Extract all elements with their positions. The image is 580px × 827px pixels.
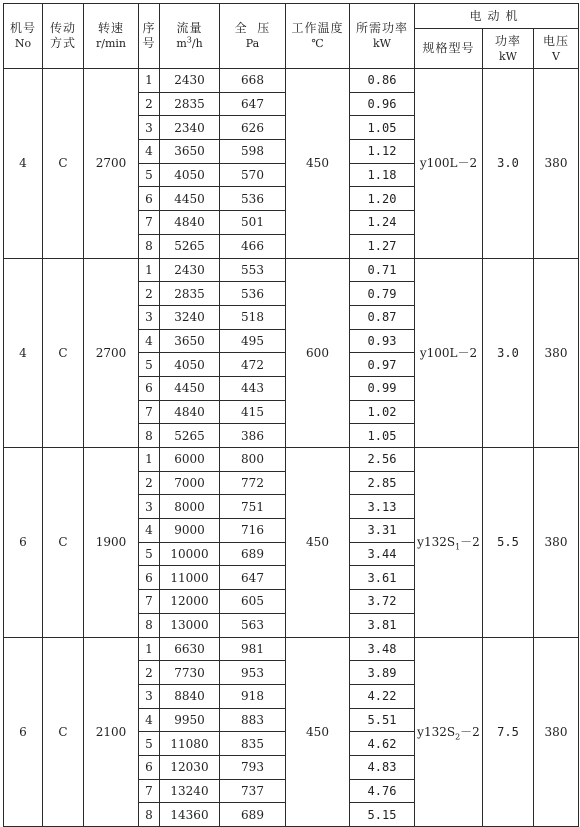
header-temp xyxy=(286,4,350,69)
power-cell: 1.24 xyxy=(350,211,415,235)
power-cell: 1.20 xyxy=(350,187,415,211)
temp-cell: 600 xyxy=(286,258,350,448)
power-cell: 3.31 xyxy=(350,519,415,543)
power-cell: 4.22 xyxy=(350,684,415,708)
flow-cell: 7730 xyxy=(160,661,220,685)
motor-power-cell: 3.0 xyxy=(483,258,534,448)
fan-performance-table xyxy=(3,3,579,827)
pressure-cell: 716 xyxy=(220,519,286,543)
flow-cell: 3240 xyxy=(160,305,220,329)
temp-cell: 450 xyxy=(286,637,350,827)
flow-cell: 4450 xyxy=(160,376,220,400)
seq-cell: 6 xyxy=(139,755,160,779)
seq-cell: 6 xyxy=(139,566,160,590)
flow-cell: 2430 xyxy=(160,258,220,282)
spec-table-container xyxy=(3,3,579,827)
table-row xyxy=(4,448,579,472)
seq-cell: 3 xyxy=(139,495,160,519)
power-cell: 0.97 xyxy=(350,353,415,377)
power-cell: 1.02 xyxy=(350,400,415,424)
flow-cell: 10000 xyxy=(160,542,220,566)
header-pressure xyxy=(220,4,286,69)
power-cell: 3.44 xyxy=(350,542,415,566)
pressure-cell: 415 xyxy=(220,400,286,424)
seq-cell: 3 xyxy=(139,116,160,140)
pressure-cell: 553 xyxy=(220,258,286,282)
flow-cell: 13240 xyxy=(160,779,220,803)
machine-no-cell: 4 xyxy=(4,69,43,259)
pressure-cell: 605 xyxy=(220,590,286,614)
motor-model-cell xyxy=(415,448,483,638)
machine-group xyxy=(4,448,579,638)
motor-power-cell: 3.0 xyxy=(483,69,534,259)
power-cell: 3.81 xyxy=(350,613,415,637)
pressure-cell: 518 xyxy=(220,305,286,329)
table-row xyxy=(4,258,579,282)
flow-cell: 11000 xyxy=(160,566,220,590)
voltage-cell: 380 xyxy=(534,69,579,259)
power-cell: 0.71 xyxy=(350,258,415,282)
seq-cell: 5 xyxy=(139,353,160,377)
pressure-cell: 800 xyxy=(220,448,286,472)
seq-cell: 2 xyxy=(139,661,160,685)
header-pressure-label: 全 压 xyxy=(234,21,271,35)
pressure-cell: 563 xyxy=(220,613,286,637)
flow-cell: 9000 xyxy=(160,519,220,543)
seq-cell: 3 xyxy=(139,684,160,708)
flow-cell: 6630 xyxy=(160,637,220,661)
header-speed-unit: r/min xyxy=(96,37,126,50)
flow-cell: 5265 xyxy=(160,234,220,258)
flow-cell: 2430 xyxy=(160,69,220,93)
pressure-cell: 689 xyxy=(220,803,286,827)
seq-cell: 1 xyxy=(139,69,160,93)
header-seq-label: 序 xyxy=(142,21,156,35)
machine-group xyxy=(4,637,579,827)
flow-cell: 13000 xyxy=(160,613,220,637)
seq-cell: 1 xyxy=(139,258,160,282)
header-power xyxy=(350,4,415,69)
pressure-cell: 835 xyxy=(220,732,286,756)
pressure-cell: 668 xyxy=(220,69,286,93)
header-motor-power xyxy=(483,29,534,69)
power-cell: 0.79 xyxy=(350,282,415,306)
motor-power-cell: 5.5 xyxy=(483,448,534,638)
pressure-cell: 466 xyxy=(220,234,286,258)
header-model-label: 规格型号 xyxy=(422,41,475,55)
machine-no-cell: 6 xyxy=(4,448,43,638)
flow-cell: 12000 xyxy=(160,590,220,614)
motor-model-subscript: 1 xyxy=(455,542,461,552)
seq-cell: 4 xyxy=(139,329,160,353)
pressure-cell: 751 xyxy=(220,495,286,519)
header-power-unit: kW xyxy=(373,37,391,50)
header-machine-no-label: 机号 xyxy=(9,21,36,35)
power-cell: 0.93 xyxy=(350,329,415,353)
flow-cell: 3650 xyxy=(160,140,220,164)
power-cell: 0.86 xyxy=(350,69,415,93)
pressure-cell: 953 xyxy=(220,661,286,685)
table-row xyxy=(4,637,579,661)
header-flow-unit-base: m xyxy=(176,37,187,50)
power-cell: 5.15 xyxy=(350,803,415,827)
header-machine-no xyxy=(4,4,43,69)
header-flow-unit xyxy=(160,36,219,51)
power-cell: 0.99 xyxy=(350,376,415,400)
flow-cell: 11080 xyxy=(160,732,220,756)
power-cell: 3.72 xyxy=(350,590,415,614)
header-motor-power-unit: kW xyxy=(499,49,517,63)
header-speed xyxy=(84,4,139,69)
flow-cell: 3650 xyxy=(160,329,220,353)
table-header xyxy=(4,4,579,69)
power-cell: 0.87 xyxy=(350,305,415,329)
speed-cell: 2100 xyxy=(84,637,139,827)
seq-cell: 7 xyxy=(139,400,160,424)
flow-cell: 9950 xyxy=(160,708,220,732)
pressure-cell: 647 xyxy=(220,566,286,590)
power-cell: 3.61 xyxy=(350,566,415,590)
flow-cell: 7000 xyxy=(160,471,220,495)
seq-cell: 8 xyxy=(139,424,160,448)
machine-no-cell: 6 xyxy=(4,637,43,827)
flow-cell: 5265 xyxy=(160,424,220,448)
temp-cell: 450 xyxy=(286,448,350,638)
header-pressure-unit: Pa xyxy=(245,37,260,50)
machine-no-cell: 4 xyxy=(4,258,43,448)
drive-cell: C xyxy=(43,448,84,638)
motor-model-subscript: 2 xyxy=(455,732,461,742)
flow-cell: 4050 xyxy=(160,163,220,187)
machine-group xyxy=(4,258,579,448)
pressure-cell: 626 xyxy=(220,116,286,140)
header-motor: 电动机 xyxy=(415,4,579,29)
seq-cell: 7 xyxy=(139,211,160,235)
pressure-cell: 570 xyxy=(220,163,286,187)
header-machine-no-en: No xyxy=(14,37,32,50)
pressure-cell: 647 xyxy=(220,92,286,116)
seq-cell: 8 xyxy=(139,613,160,637)
flow-cell: 2835 xyxy=(160,92,220,116)
flow-cell: 8840 xyxy=(160,684,220,708)
pressure-cell: 495 xyxy=(220,329,286,353)
flow-cell: 12030 xyxy=(160,755,220,779)
pressure-cell: 918 xyxy=(220,684,286,708)
power-cell: 3.48 xyxy=(350,637,415,661)
power-cell: 1.12 xyxy=(350,140,415,164)
seq-cell: 5 xyxy=(139,542,160,566)
motor-power-cell: 7.5 xyxy=(483,637,534,827)
flow-cell: 4450 xyxy=(160,187,220,211)
drive-cell: C xyxy=(43,69,84,259)
header-speed-label: 转速 xyxy=(97,21,124,35)
machine-group xyxy=(4,69,579,259)
header-voltage-label: 电压 xyxy=(542,33,569,48)
pressure-cell: 883 xyxy=(220,708,286,732)
pressure-cell: 981 xyxy=(220,637,286,661)
motor-model-main: y100L－2 xyxy=(419,156,478,171)
seq-cell: 4 xyxy=(139,140,160,164)
pressure-cell: 737 xyxy=(220,779,286,803)
motor-model-cell xyxy=(415,69,483,259)
seq-cell: 4 xyxy=(139,708,160,732)
power-cell: 3.89 xyxy=(350,661,415,685)
power-cell: 1.18 xyxy=(350,163,415,187)
header-power-label: 所需功率 xyxy=(355,21,408,35)
temp-cell: 450 xyxy=(286,69,350,259)
speed-cell: 1900 xyxy=(84,448,139,638)
power-cell: 0.96 xyxy=(350,92,415,116)
motor-model-tail: －2 xyxy=(460,535,480,550)
header-voltage xyxy=(534,29,579,69)
header-drive-label-2: 方式 xyxy=(49,36,76,50)
power-cell: 2.56 xyxy=(350,448,415,472)
power-cell: 4.83 xyxy=(350,755,415,779)
motor-model-main: y132S xyxy=(417,724,456,739)
table-row xyxy=(4,69,579,93)
power-cell: 3.13 xyxy=(350,495,415,519)
seq-cell: 2 xyxy=(139,282,160,306)
seq-cell: 2 xyxy=(139,92,160,116)
drive-cell: C xyxy=(43,637,84,827)
pressure-cell: 443 xyxy=(220,376,286,400)
seq-cell: 2 xyxy=(139,471,160,495)
pressure-cell: 501 xyxy=(220,211,286,235)
voltage-cell: 380 xyxy=(534,448,579,638)
flow-cell: 2835 xyxy=(160,282,220,306)
header-seq-label-2: 号 xyxy=(142,36,156,50)
header-temp-unit: ℃ xyxy=(311,37,324,50)
seq-cell: 7 xyxy=(139,779,160,803)
voltage-cell: 380 xyxy=(534,258,579,448)
drive-cell: C xyxy=(43,258,84,448)
pressure-cell: 598 xyxy=(220,140,286,164)
seq-cell: 8 xyxy=(139,234,160,258)
power-cell: 4.62 xyxy=(350,732,415,756)
seq-cell: 6 xyxy=(139,376,160,400)
header-flow-label: 流量 xyxy=(176,21,203,35)
flow-cell: 14360 xyxy=(160,803,220,827)
seq-cell: 4 xyxy=(139,519,160,543)
flow-cell: 8000 xyxy=(160,495,220,519)
header-drive xyxy=(43,4,84,69)
header-voltage-unit: V xyxy=(552,49,560,63)
seq-cell: 6 xyxy=(139,187,160,211)
seq-cell: 3 xyxy=(139,305,160,329)
seq-cell: 5 xyxy=(139,732,160,756)
flow-cell: 2340 xyxy=(160,116,220,140)
pressure-cell: 536 xyxy=(220,282,286,306)
motor-model-main: y132S xyxy=(417,535,456,550)
header-drive-label: 传动 xyxy=(49,21,76,35)
pressure-cell: 689 xyxy=(220,542,286,566)
header-model xyxy=(415,29,483,69)
flow-cell: 6000 xyxy=(160,448,220,472)
power-cell: 1.27 xyxy=(350,234,415,258)
power-cell: 5.51 xyxy=(350,708,415,732)
header-motor-power-label: 功率 xyxy=(494,33,521,48)
pressure-cell: 793 xyxy=(220,755,286,779)
power-cell: 1.05 xyxy=(350,116,415,140)
flow-cell: 4840 xyxy=(160,400,220,424)
speed-cell: 2700 xyxy=(84,69,139,259)
pressure-cell: 472 xyxy=(220,353,286,377)
header-flow-unit-tail: /h xyxy=(191,37,203,50)
motor-model-main: y100L－2 xyxy=(419,345,478,360)
seq-cell: 8 xyxy=(139,803,160,827)
seq-cell: 1 xyxy=(139,637,160,661)
flow-cell: 4840 xyxy=(160,211,220,235)
power-cell: 2.85 xyxy=(350,471,415,495)
speed-cell: 2700 xyxy=(84,258,139,448)
seq-cell: 5 xyxy=(139,163,160,187)
header-flow-unit-sup: 3 xyxy=(186,35,192,45)
motor-model-cell xyxy=(415,637,483,827)
header-seq xyxy=(139,4,160,69)
flow-cell: 4050 xyxy=(160,353,220,377)
motor-model-tail: －2 xyxy=(460,724,480,739)
pressure-cell: 772 xyxy=(220,471,286,495)
seq-cell: 1 xyxy=(139,448,160,472)
power-cell: 1.05 xyxy=(350,424,415,448)
header-temp-label: 工作温度 xyxy=(291,21,344,35)
seq-cell: 7 xyxy=(139,590,160,614)
pressure-cell: 536 xyxy=(220,187,286,211)
voltage-cell: 380 xyxy=(534,637,579,827)
motor-model-cell xyxy=(415,258,483,448)
pressure-cell: 386 xyxy=(220,424,286,448)
header-flow xyxy=(160,4,220,69)
power-cell: 4.76 xyxy=(350,779,415,803)
